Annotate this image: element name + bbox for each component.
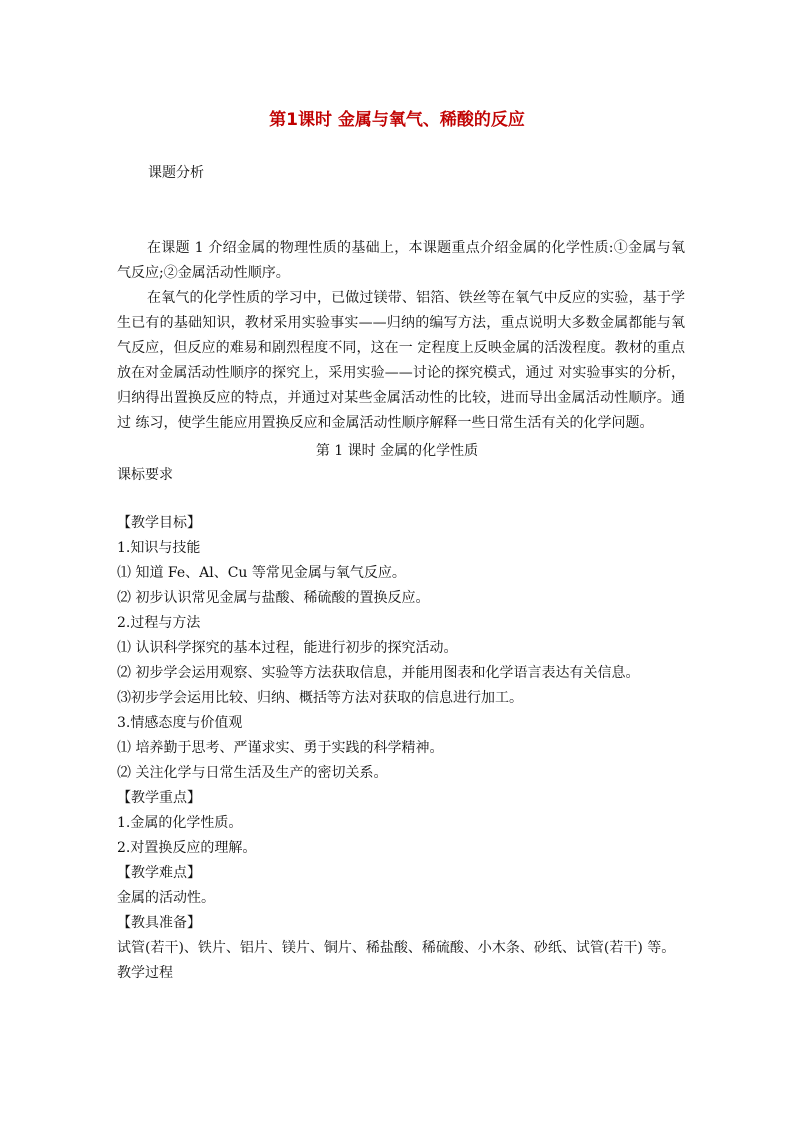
goals-heading: 【教学目标】 — [117, 515, 201, 531]
key-point-1: 1.金属的化学性质。 — [117, 815, 243, 831]
paragraph-1: 在课题 1 介绍金属的物理性质的基础上，本课题重点介绍金属的化学性质:①金属与氧气反应;②金属活动性顺序。 — [117, 240, 685, 281]
analysis-paragraphs — [117, 236, 685, 436]
attitude-values-heading: 3.情感态度与价值观 — [117, 715, 243, 731]
page-title: 第1课时 金属与氧气、稀酸的反应 — [269, 110, 525, 130]
process-item-1: ⑴ 认识科学探究的基本过程，能进行初步的探究活动。 — [117, 640, 458, 656]
difficulty-heading: 【教学难点】 — [117, 865, 201, 881]
process-item-2: ⑵ 初步学会运用观察、实验等方法获取信息，并能用图表和化学语言表达有关信息。 — [117, 665, 640, 681]
key-point-2: 2.对置换反应的理解。 — [117, 840, 257, 856]
key-points-heading: 【教学重点】 — [117, 790, 201, 806]
tools-heading: 【教具准备】 — [117, 915, 201, 931]
tools-item: 试管(若干)、铁片、铝片、镁片、铜片、稀盐酸、稀硫酸、小木条、砂纸、试管(若干) 等。 — [117, 940, 676, 956]
knowledge-item-1: ⑴ 知道 Fe、Al、Cu 等常见金属与氧气反应。 — [117, 565, 406, 581]
paragraph-2: 在氧气的化学性质的学习中，已做过镁带、铝箔、铁丝等在氧气中反应的实验，基于学生已有的基础知识，教材采用实验事实——归纳的编写方法，重点说明大多数金属都能与氧气反应，但反应的难易和剧烈程度不同，这在一 定程度上反映金属的活泼程度。教材的重点放在对金属活动性顺序的探究上，采用实验——讨论的探究模式，通过 对实验事实的分析，归纳得出置换反应的特点，并通过对某些金属活动性的比较，进而导出金属活动性顺序。通过 练习，使学生能应用置换反应和金属活动性顺序解释一些日常生活有关的化学问题。 — [117, 290, 685, 431]
process-methods-heading: 2.过程与方法 — [117, 615, 201, 631]
section-analysis-label: 课题分析 — [148, 165, 204, 181]
attitude-item-1: ⑴ 培养勤于思考、严谨求实、勇于实践的科学精神。 — [117, 740, 444, 756]
knowledge-item-2: ⑵ 初步认识常见金属与盐酸、稀硫酸的置换反应。 — [117, 590, 430, 606]
attitude-item-2: ⑵ 关注化学与日常生活及生产的密切关系。 — [117, 765, 388, 781]
difficulty-item: 金属的活动性。 — [117, 890, 215, 906]
process-item-3: ⑶初步学会运用比较、归纳、概括等方法对获取的信息进行加工。 — [117, 690, 523, 706]
teaching-process-label: 教学过程 — [117, 965, 173, 981]
course-requirements-label: 课标要求 — [117, 467, 173, 483]
subtitle: 第 1 课时 金属的化学性质 — [315, 443, 479, 459]
knowledge-skills-heading: 1.知识与技能 — [117, 540, 201, 556]
